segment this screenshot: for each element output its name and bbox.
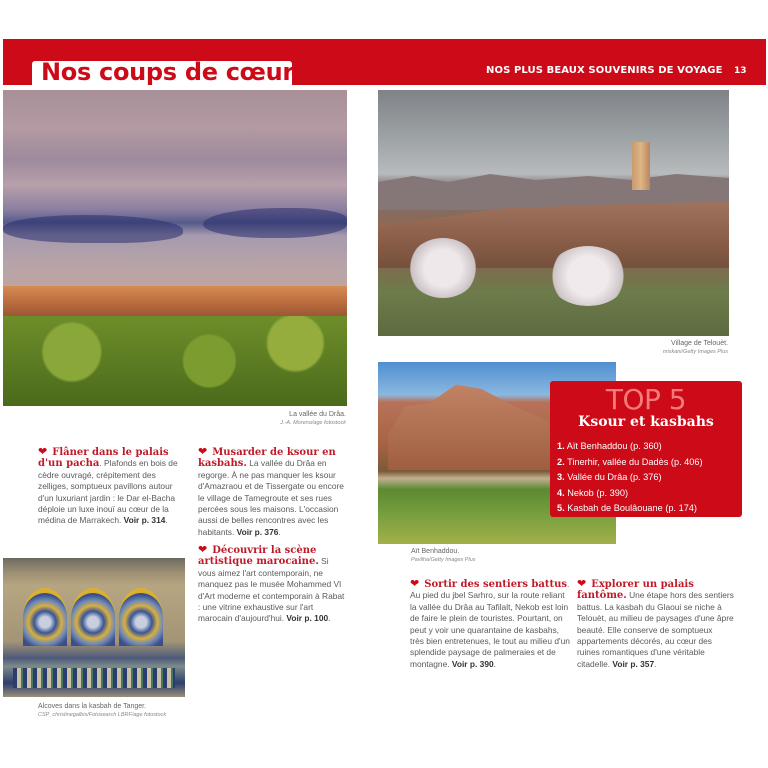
article-decouvrir: ❤ Découvrir la scène artistique marocaine. Si vous aimez l'art contemporain, ne manquez pas le musée Mohammed VI d'Art moderne et contemporain à Rabat : une vitrine exhaustive sur l'art marocain d'aujourd'hui. Voir p. 100.: [198, 544, 345, 624]
top5-item: 1. Aït Benhaddou (p. 360): [557, 441, 662, 451]
page-reference: Voir p. 357: [612, 658, 655, 669]
article-body: . Au pied du jbel Sarhro, sur la route reliant la vallée du Drâa au Tafilalt, Nekob est loin de faire le plein de touristes. Pourtant, on peut y voir une quarantaine de kasbahs, très bien entretenues, le tout au milieu d'un splendide paysage de palmeraies et de montagne.: [410, 579, 570, 669]
caption-text: Alcoves dans la kasbah de Tanger.: [38, 703, 147, 710]
blossom-tree: [548, 246, 628, 306]
article-musarder: ❤ Musarder de ksour en kasbahs. La vallée du Drâa en regorge. À ne pas manquer les ksour d'Amazraou et de Tissergate ou encore le village de Tamegroute et ses rues percées sous les maisons. L'occasion aussi de belles rencontres avec les habitants. Voir p. 376.: [198, 446, 344, 537]
article-sortir: ❤ Sortir des sentiers battus. Au pied du jbel Sarhro, sur la route reliant la vallée du Drâa au Tafilalt, Nekob est loin de faire le plein de touristes. Pourtant, on peut y voir une quarantaine de kasbahs, très bien entretenues, le tout au milieu d'un splendide paysage de palmeraies et de montagne. Voir p. 390.: [410, 578, 570, 669]
tiled-alcove: [71, 588, 115, 646]
mountain-shadow: [203, 208, 347, 238]
mountain-shadow: [3, 215, 183, 243]
photo-telouet-village: [378, 90, 729, 336]
article-lead: Explorer un palais fantôme.: [577, 579, 694, 602]
top5-item: 2. Tinerhir, vallée du Dadès (p. 406): [557, 456, 703, 467]
tiled-bench: [13, 668, 175, 688]
article-lead: Découvrir la scène artistique marocaine.: [198, 545, 319, 568]
article-body: La vallée du Drâa en regorge. À ne pas manquer les ksour d'Amazraou et de Tissergate ou encore le village de Tamegroute et ses rues percées sous les maisons. L'occasion aussi de belles rencontres avec les habitants.: [198, 458, 344, 537]
blossom-tree: [408, 238, 478, 298]
heart-icon: ❤: [198, 446, 208, 458]
caption-tanger: [38, 702, 166, 720]
tiled-alcove: [23, 588, 67, 646]
photo-credit: Pavliha/Getty Images Plus: [411, 557, 476, 563]
top5-item: 4. Nekob (p. 390): [557, 487, 629, 498]
photo-draa-valley: [3, 90, 347, 406]
caption-draa: [280, 410, 346, 428]
article-lead: Sortir des sentiers battus: [424, 579, 568, 590]
heart-icon: ❤: [577, 578, 587, 590]
top5-heading: TOP 5: [605, 383, 687, 416]
page-number: 13: [734, 66, 747, 76]
article-flaner: ❤ Flâner dans le palais d'un pacha. Plafonds en bois de cèdre ouvragé, crépitement des zelliges, somptueux pavillons autour d'un luxuriant jardin : le Dar el-Bacha déploie un luxe inouï au cœur de la médina de Marrakech. Voir p. 314.: [38, 446, 178, 526]
caption-text: Village de Telouèt.: [671, 340, 728, 347]
article-lead: Musarder de ksour en kasbahs.: [198, 447, 336, 470]
photo-credit: J.-A. Moreno/age fotostock: [280, 420, 346, 426]
top5-subtitle: Ksour et kasbahs: [578, 414, 714, 430]
photo-tanger-alcoves: [3, 558, 185, 697]
page-reference: Voir p. 390: [451, 658, 494, 669]
heart-icon: ❤: [38, 446, 48, 458]
page-reference: Voir p. 376: [236, 526, 279, 537]
caption-ait: [411, 547, 476, 565]
top5-list: [557, 439, 703, 517]
article-body: Une étape hors des sentiers battus. La kasbah du Glaoui se niche à Telouèt, au milieu de paysages d'une âpre beauté. Elle conserve de somptueux appartements décorés, au cœur des ruines romantiques d'une véritable citadelle.: [577, 590, 734, 669]
article-body: Si vous aimez l'art contemporain, ne manquez pas le musée Mohammed VI d'Art moderne et contemporain à Rabat : une vitrine exhaustive sur l'art marocain d'aujourd'hui.: [198, 556, 345, 624]
page-reference: Voir p. 100: [286, 613, 329, 624]
heart-icon: ❤: [410, 578, 420, 590]
page-title: Nos coups de cœur: [41, 58, 294, 86]
tiled-alcove: [119, 588, 163, 646]
minaret: [632, 142, 650, 190]
article-lead: Flâner dans le palais d'un pacha: [38, 447, 169, 470]
caption-text: La vallée du Drâa.: [289, 411, 346, 418]
caption-text: Aït Benhaddou.: [411, 548, 460, 555]
top5-box: [550, 381, 742, 517]
palm-grove: [3, 316, 347, 406]
top5-item: 3. Vallée du Drâa (p. 376): [557, 472, 662, 482]
article-explorer: ❤ Explorer un palais fantôme. Une étape hors des sentiers battus. La kasbah du Glaoui se niche à Telouèt, au milieu de paysages d'une âpre beauté. Elle conserve de somptueux appartements décorés, au cœur des ruines romantiques d'une véritable citadelle. Voir p. 357.: [577, 578, 734, 669]
kasbah-hill: [388, 380, 558, 470]
top5-item: 5. Kasbah de Boulâouane (p. 174): [557, 503, 697, 513]
photo-credit: miskani/Getty Images Plus: [662, 349, 728, 355]
heart-icon: ❤: [198, 544, 208, 556]
caption-telouet: [663, 339, 728, 357]
section-title: NOS PLUS BEAUX SOUVENIRS DE VOYAGE: [486, 65, 723, 76]
photo-credit: CSP_christinegalbis/Fotosearch LBRF/age fotostock: [38, 712, 167, 718]
page-reference: Voir p. 314: [123, 515, 166, 526]
article-body: . Plafonds en bois de cèdre ouvragé, crépitement des zelliges, somptueux pavillons autour d'un luxuriant jardin : le Dar el-Bacha déploie un luxe inouï au cœur de la médina de Marrakech.: [38, 458, 178, 526]
